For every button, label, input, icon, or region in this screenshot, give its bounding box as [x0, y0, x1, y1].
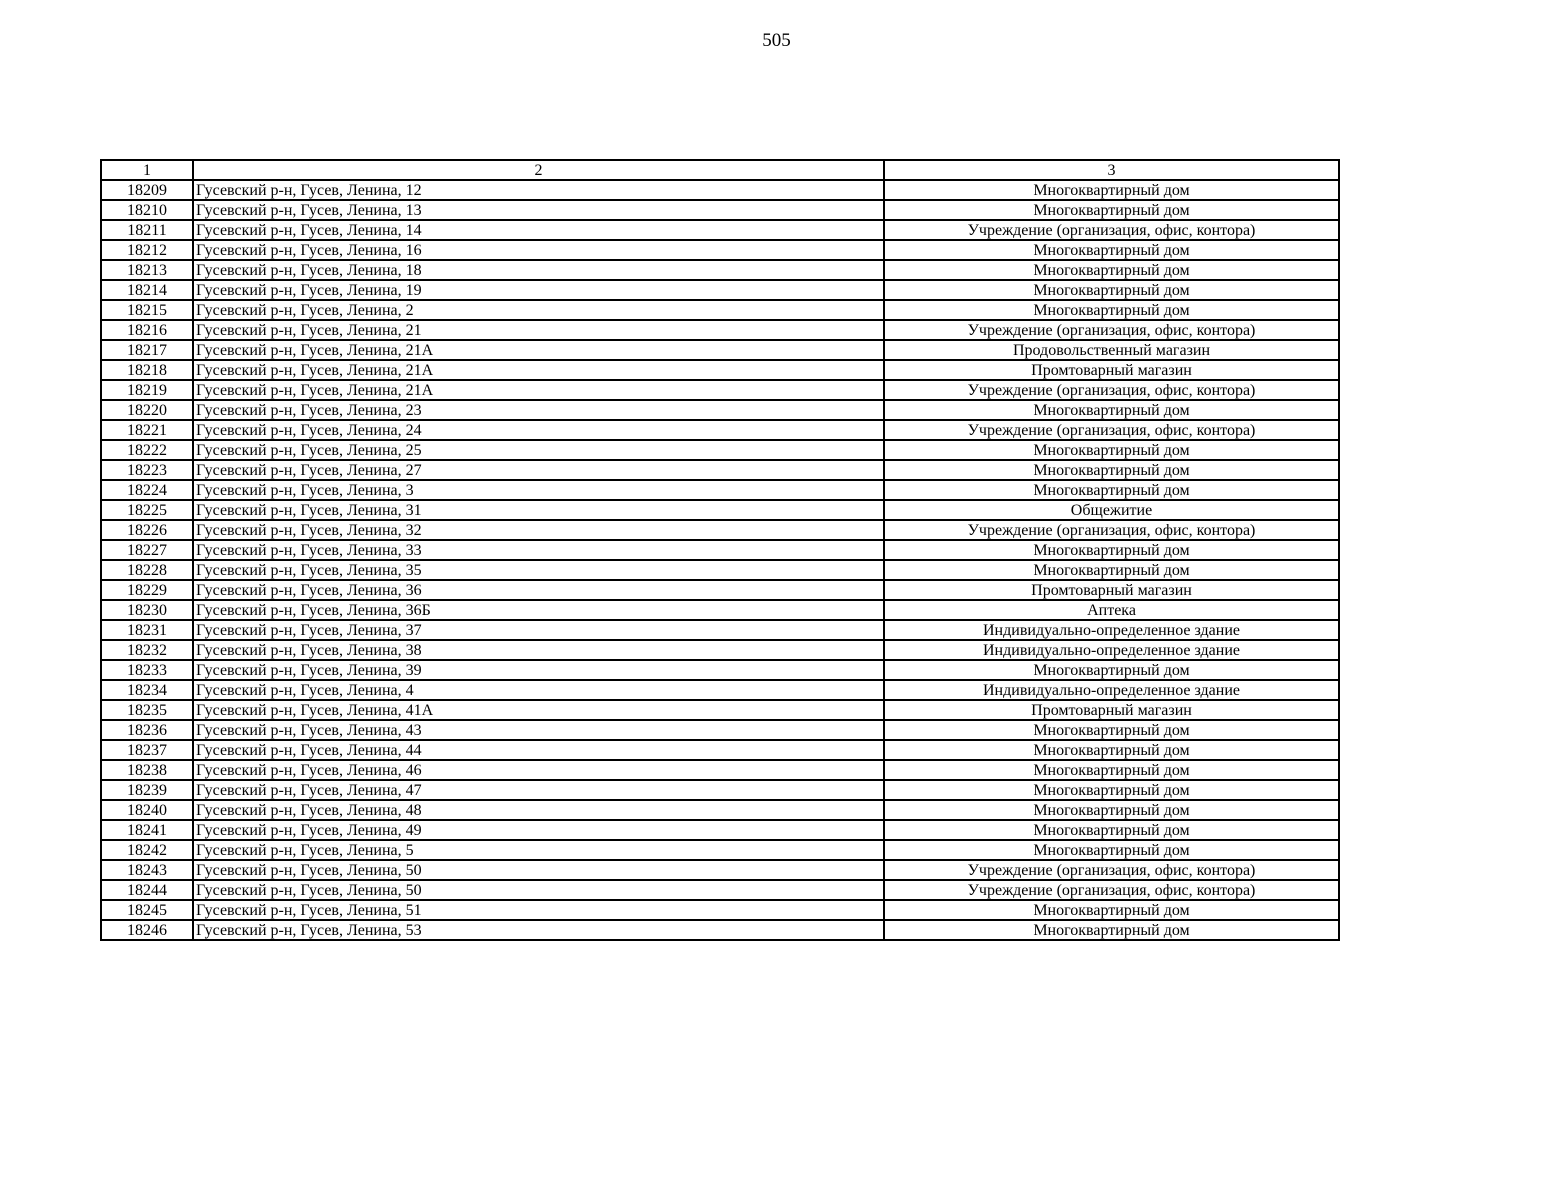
object-type-cell: Промтоварный магазин: [884, 580, 1339, 600]
row-number-cell: 18240: [101, 800, 193, 820]
row-number-cell: 18219: [101, 380, 193, 400]
row-number-cell: 18233: [101, 660, 193, 680]
table-row: [101, 420, 1339, 440]
row-number-cell: 18229: [101, 580, 193, 600]
object-type-cell: Учреждение (организация, офис, контора): [884, 880, 1339, 900]
address-cell: Гусевский р-н, Гусев, Ленина, 33: [193, 540, 884, 560]
object-type-cell: Индивидуально-определенное здание: [884, 620, 1339, 640]
address-cell: Гусевский р-н, Гусев, Ленина, 48: [193, 800, 884, 820]
address-cell: Гусевский р-н, Гусев, Ленина, 24: [193, 420, 884, 440]
table-row: [101, 540, 1339, 560]
row-number-cell: 18230: [101, 600, 193, 620]
row-number-cell: 18225: [101, 500, 193, 520]
row-number-cell: 18209: [101, 180, 193, 200]
address-cell: Гусевский р-н, Гусев, Ленина, 39: [193, 660, 884, 680]
object-type-cell: Многоквартирный дом: [884, 760, 1339, 780]
column-header-1: 1: [101, 160, 193, 180]
address-cell: Гусевский р-н, Гусев, Ленина, 44: [193, 740, 884, 760]
address-cell: Гусевский р-н, Гусев, Ленина, 2: [193, 300, 884, 320]
table-row: [101, 660, 1339, 680]
address-cell: Гусевский р-н, Гусев, Ленина, 5: [193, 840, 884, 860]
row-number-cell: 18231: [101, 620, 193, 640]
table-row: [101, 500, 1339, 520]
registry-table: [100, 159, 1340, 941]
table-row: [101, 620, 1339, 640]
table-row: [101, 780, 1339, 800]
column-header-2: 2: [193, 160, 884, 180]
row-number-cell: 18234: [101, 680, 193, 700]
object-type-cell: Промтоварный магазин: [884, 700, 1339, 720]
object-type-cell: Многоквартирный дом: [884, 820, 1339, 840]
address-cell: Гусевский р-н, Гусев, Ленина, 31: [193, 500, 884, 520]
object-type-cell: Общежитие: [884, 500, 1339, 520]
table-row: [101, 480, 1339, 500]
object-type-cell: Индивидуально-определенное здание: [884, 680, 1339, 700]
table-row: [101, 240, 1339, 260]
row-number-cell: 18245: [101, 900, 193, 920]
address-cell: Гусевский р-н, Гусев, Ленина, 50: [193, 880, 884, 900]
row-number-cell: 18227: [101, 540, 193, 560]
table-row: [101, 380, 1339, 400]
address-cell: Гусевский р-н, Гусев, Ленина, 53: [193, 920, 884, 940]
table-row: [101, 860, 1339, 880]
row-number-cell: 18224: [101, 480, 193, 500]
table-row: [101, 820, 1339, 840]
address-cell: Гусевский р-н, Гусев, Ленина, 21: [193, 320, 884, 340]
row-number-cell: 18228: [101, 560, 193, 580]
table-row: [101, 200, 1339, 220]
row-number-cell: 18210: [101, 200, 193, 220]
address-cell: Гусевский р-н, Гусев, Ленина, 43: [193, 720, 884, 740]
row-number-cell: 18213: [101, 260, 193, 280]
object-type-cell: Аптека: [884, 600, 1339, 620]
address-cell: Гусевский р-н, Гусев, Ленина, 13: [193, 200, 884, 220]
object-type-cell: Учреждение (организация, офис, контора): [884, 220, 1339, 240]
row-number-cell: 18246: [101, 920, 193, 940]
object-type-cell: Многоквартирный дом: [884, 900, 1339, 920]
address-cell: Гусевский р-н, Гусев, Ленина, 25: [193, 440, 884, 460]
address-cell: Гусевский р-н, Гусев, Ленина, 18: [193, 260, 884, 280]
table-header-row: [101, 160, 1339, 180]
address-cell: Гусевский р-н, Гусев, Ленина, 3: [193, 480, 884, 500]
table-row: [101, 300, 1339, 320]
row-number-cell: 18238: [101, 760, 193, 780]
row-number-cell: 18232: [101, 640, 193, 660]
row-number-cell: 18214: [101, 280, 193, 300]
address-cell: Гусевский р-н, Гусев, Ленина, 41А: [193, 700, 884, 720]
address-cell: Гусевский р-н, Гусев, Ленина, 46: [193, 760, 884, 780]
table-row: [101, 680, 1339, 700]
address-cell: Гусевский р-н, Гусев, Ленина, 21А: [193, 380, 884, 400]
object-type-cell: Многоквартирный дом: [884, 460, 1339, 480]
address-cell: Гусевский р-н, Гусев, Ленина, 51: [193, 900, 884, 920]
object-type-cell: Индивидуально-определенное здание: [884, 640, 1339, 660]
object-type-cell: Промтоварный магазин: [884, 360, 1339, 380]
table-row: [101, 740, 1339, 760]
row-number-cell: 18239: [101, 780, 193, 800]
address-cell: Гусевский р-н, Гусев, Ленина, 23: [193, 400, 884, 420]
column-header-3: 3: [884, 160, 1339, 180]
row-number-cell: 18216: [101, 320, 193, 340]
table-row: [101, 560, 1339, 580]
table-row: [101, 220, 1339, 240]
table-row: [101, 360, 1339, 380]
address-cell: Гусевский р-н, Гусев, Ленина, 16: [193, 240, 884, 260]
table-row: [101, 440, 1339, 460]
row-number-cell: 18223: [101, 460, 193, 480]
object-type-cell: Учреждение (организация, офис, контора): [884, 320, 1339, 340]
object-type-cell: Учреждение (организация, офис, контора): [884, 860, 1339, 880]
row-number-cell: 18236: [101, 720, 193, 740]
table-row: [101, 180, 1339, 200]
address-cell: Гусевский р-н, Гусев, Ленина, 37: [193, 620, 884, 640]
object-type-cell: Многоквартирный дом: [884, 440, 1339, 460]
object-type-cell: Многоквартирный дом: [884, 480, 1339, 500]
table-body: [101, 180, 1339, 940]
table-row: [101, 400, 1339, 420]
address-cell: Гусевский р-н, Гусев, Ленина, 14: [193, 220, 884, 240]
table-row: [101, 580, 1339, 600]
object-type-cell: Продовольственный магазин: [884, 340, 1339, 360]
object-type-cell: Многоквартирный дом: [884, 920, 1339, 940]
row-number-cell: 18242: [101, 840, 193, 860]
object-type-cell: Многоквартирный дом: [884, 280, 1339, 300]
object-type-cell: Многоквартирный дом: [884, 560, 1339, 580]
table-row: [101, 640, 1339, 660]
table-row: [101, 460, 1339, 480]
row-number-cell: 18222: [101, 440, 193, 460]
table-row: [101, 840, 1339, 860]
address-cell: Гусевский р-н, Гусев, Ленина, 49: [193, 820, 884, 840]
table-row: [101, 800, 1339, 820]
table-row: [101, 600, 1339, 620]
table-row: [101, 700, 1339, 720]
object-type-cell: Многоквартирный дом: [884, 200, 1339, 220]
address-cell: Гусевский р-н, Гусев, Ленина, 38: [193, 640, 884, 660]
page-number: 505: [762, 30, 791, 51]
row-number-cell: 18237: [101, 740, 193, 760]
object-type-cell: Многоквартирный дом: [884, 780, 1339, 800]
object-type-cell: Учреждение (организация, офис, контора): [884, 520, 1339, 540]
row-number-cell: 18215: [101, 300, 193, 320]
address-cell: Гусевский р-н, Гусев, Ленина, 19: [193, 280, 884, 300]
address-cell: Гусевский р-н, Гусев, Ленина, 35: [193, 560, 884, 580]
table-row: [101, 760, 1339, 780]
address-cell: Гусевский р-н, Гусев, Ленина, 36Б: [193, 600, 884, 620]
address-cell: Гусевский р-н, Гусев, Ленина, 21А: [193, 340, 884, 360]
address-cell: Гусевский р-н, Гусев, Ленина, 32: [193, 520, 884, 540]
address-cell: Гусевский р-н, Гусев, Ленина, 21А: [193, 360, 884, 380]
row-number-cell: 18235: [101, 700, 193, 720]
address-cell: Гусевский р-н, Гусев, Ленина, 50: [193, 860, 884, 880]
address-cell: Гусевский р-н, Гусев, Ленина, 27: [193, 460, 884, 480]
row-number-cell: 18244: [101, 880, 193, 900]
object-type-cell: Многоквартирный дом: [884, 540, 1339, 560]
object-type-cell: Многоквартирный дом: [884, 800, 1339, 820]
address-cell: Гусевский р-н, Гусев, Ленина, 12: [193, 180, 884, 200]
object-type-cell: Многоквартирный дом: [884, 400, 1339, 420]
row-number-cell: 18221: [101, 420, 193, 440]
row-number-cell: 18241: [101, 820, 193, 840]
object-type-cell: Многоквартирный дом: [884, 240, 1339, 260]
object-type-cell: Многоквартирный дом: [884, 720, 1339, 740]
address-cell: Гусевский р-н, Гусев, Ленина, 36: [193, 580, 884, 600]
table-row: [101, 900, 1339, 920]
table-row: [101, 280, 1339, 300]
row-number-cell: 18226: [101, 520, 193, 540]
object-type-cell: Учреждение (организация, офис, контора): [884, 380, 1339, 400]
row-number-cell: 18212: [101, 240, 193, 260]
row-number-cell: 18217: [101, 340, 193, 360]
row-number-cell: 18218: [101, 360, 193, 380]
table-row: [101, 340, 1339, 360]
object-type-cell: Многоквартирный дом: [884, 660, 1339, 680]
row-number-cell: 18243: [101, 860, 193, 880]
object-type-cell: Многоквартирный дом: [884, 300, 1339, 320]
table-row: [101, 320, 1339, 340]
table-row: [101, 260, 1339, 280]
object-type-cell: Многоквартирный дом: [884, 840, 1339, 860]
row-number-cell: 18220: [101, 400, 193, 420]
table-row: [101, 920, 1339, 940]
table-row: [101, 880, 1339, 900]
table-row: [101, 520, 1339, 540]
object-type-cell: Многоквартирный дом: [884, 260, 1339, 280]
address-cell: Гусевский р-н, Гусев, Ленина, 47: [193, 780, 884, 800]
object-type-cell: Учреждение (организация, офис, контора): [884, 420, 1339, 440]
table-row: [101, 720, 1339, 740]
object-type-cell: Многоквартирный дом: [884, 180, 1339, 200]
address-cell: Гусевский р-н, Гусев, Ленина, 4: [193, 680, 884, 700]
row-number-cell: 18211: [101, 220, 193, 240]
object-type-cell: Многоквартирный дом: [884, 740, 1339, 760]
